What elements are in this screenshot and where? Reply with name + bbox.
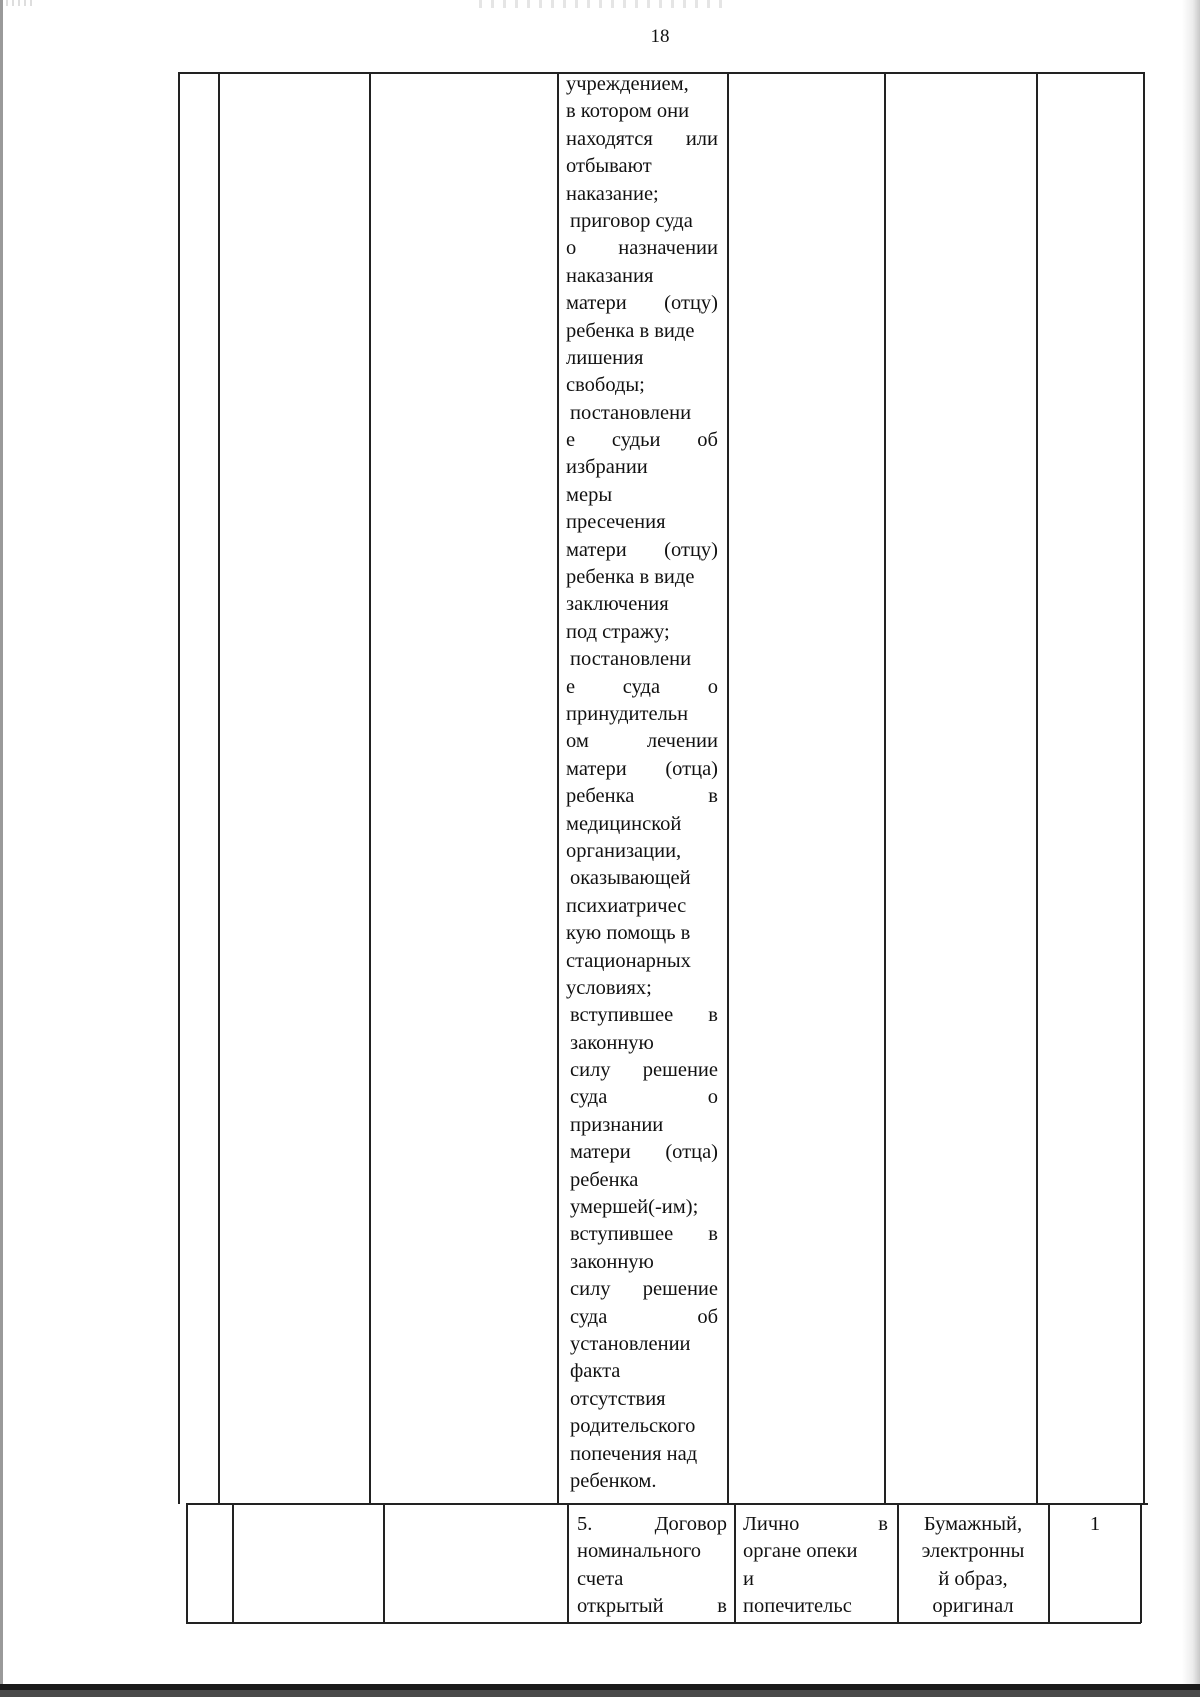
doc-line: наказания [566,264,654,287]
doc-line: законную [570,1250,654,1273]
doc-line: ребенка в [566,785,718,808]
doc-line: условиях; [566,976,652,999]
doc-line: умершей(-им); [570,1196,699,1219]
column-border-7 [1036,72,1038,1504]
item-5-document-cell [577,1511,727,1621]
column-border-8b [1140,1503,1142,1623]
doc-line: открытый в [577,1595,727,1618]
doc-line: стационарных [566,949,691,972]
doc-line: матери (отцу) [566,538,718,561]
column-border-3 [369,72,371,1504]
doc-line: суда об [570,1305,718,1328]
method-line: Лично в [743,1513,888,1535]
doc-line: под стражу; [566,620,670,643]
method-line: попечительс [743,1595,852,1618]
doc-line: организации, [566,839,682,862]
column-border-5b [734,1503,736,1623]
doc-line: матери (отца) [566,757,718,780]
column-border-1b [186,1503,188,1623]
doc-line: принудительн [566,702,689,725]
doc-line: силу решение [570,1278,718,1301]
method-line: и [743,1567,754,1590]
item-5-method-cell [743,1511,888,1621]
doc-line: свободы; [566,374,645,397]
doc-line: в котором они [566,100,690,123]
doc-line: номинального [577,1540,701,1563]
doc-line: ребенка в виде [566,319,695,342]
doc-line: кую помощь в [566,922,691,945]
scan-bottom-border-lower [0,1690,1200,1697]
column-border-4 [557,72,559,1504]
doc-line: факта [570,1360,621,1383]
doc-line: избрании [566,456,648,479]
doc-line: заключения [566,593,669,616]
column-border-6b [897,1503,899,1623]
continued-document-list [566,71,718,1495]
doc-line: счета [577,1567,624,1590]
form-line: оригинал [932,1595,1014,1618]
doc-line: приговор суда [570,209,693,232]
method-line: органе опеки [743,1540,858,1563]
doc-line: находятся или [566,127,718,150]
doc-line: е суда о [566,675,718,698]
doc-line: 5. Договор [577,1513,727,1535]
doc-line: учреждением, [566,73,689,95]
doc-line: ребенка в виде [566,566,695,589]
doc-line: постановлени [570,401,692,424]
doc-line: вступившее в [570,1223,718,1246]
doc-line: ребенком. [570,1469,657,1492]
column-border-3b [383,1503,385,1623]
doc-line: законную [570,1031,654,1054]
column-border-1 [178,72,180,1504]
doc-line: ом лечении [566,730,718,753]
column-border-5 [727,72,729,1504]
column-border-4b [567,1503,569,1623]
form-line: Бумажный, [923,1513,1023,1535]
column-border-7b [1048,1503,1050,1623]
scan-left-edge [0,0,3,1697]
item-5-quantity-cell [1052,1511,1138,1538]
doc-line: установлении [570,1332,691,1355]
doc-line: е судьи об [566,429,718,452]
column-border-2b [232,1503,234,1623]
scan-right-shadow [1182,0,1200,1697]
doc-line: меры [566,483,613,506]
form-line: электронны [921,1540,1025,1563]
scan-top-noise [470,0,730,8]
doc-line: отсутствия [570,1387,666,1410]
row-divider [186,1503,1148,1505]
doc-line: ребенка [570,1168,639,1191]
page-number: 18 [650,26,670,47]
doc-line: силу решение [570,1059,718,1082]
doc-line: матери (отца) [570,1141,718,1164]
doc-line: наказание; [566,182,659,205]
doc-line: отбывают [566,155,652,178]
doc-line: о назначении [566,237,718,260]
scan-top-corner-noise [2,0,32,6]
doc-line: оказывающей [570,867,691,890]
doc-line: лишения [566,346,644,369]
doc-line: суда о [570,1086,718,1109]
form-line: й образ, [938,1567,1008,1590]
doc-line: родительского [570,1415,696,1438]
item-5-form-cell [900,1511,1046,1621]
doc-line: пресечения [566,511,666,534]
quantity-value: 1 [1089,1513,1101,1535]
doc-line: постановлени [570,648,692,671]
doc-line: признании [570,1113,664,1136]
doc-line: попечения над [570,1442,698,1465]
table-bottom-border [186,1622,1141,1624]
column-border-6 [884,72,886,1504]
column-border-2 [218,72,220,1504]
doc-line: матери (отцу) [566,292,718,315]
doc-line: медицинской [566,812,682,835]
column-border-8 [1143,72,1145,1504]
doc-line: вступившее в [570,1004,718,1027]
doc-line: психиатричес [566,894,687,917]
